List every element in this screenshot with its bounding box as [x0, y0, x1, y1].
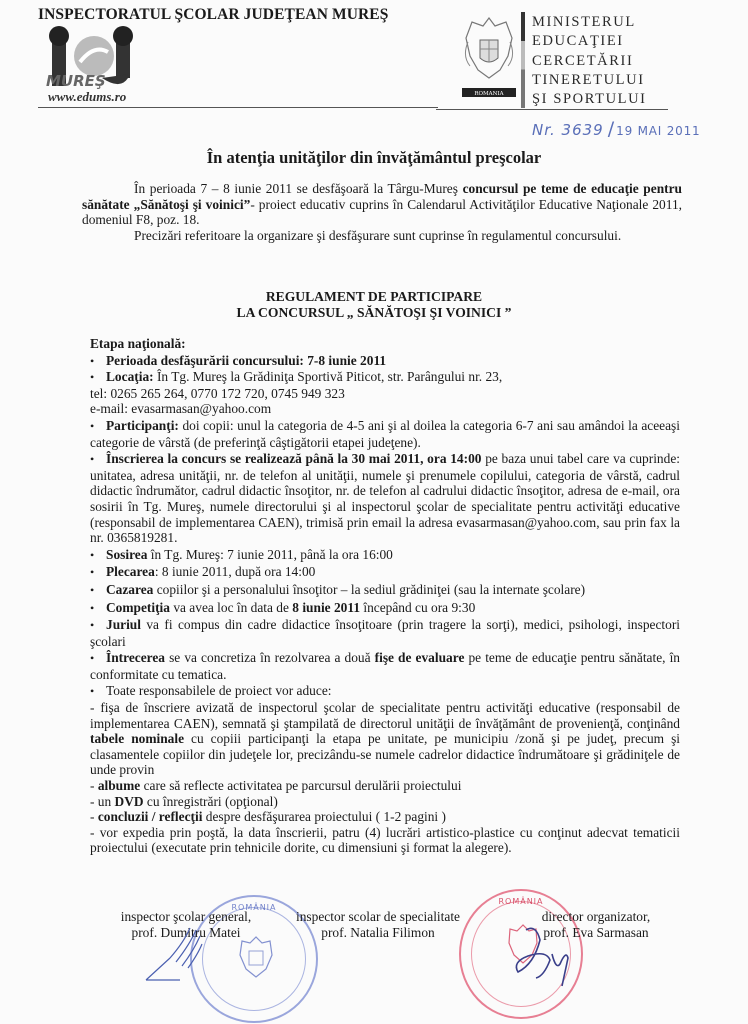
dash-prefix: - un — [90, 793, 115, 809]
inspectorate-header — [38, 6, 389, 24]
list-item-intrecerea — [90, 650, 680, 682]
ministry-line: TINERETULUI — [532, 71, 645, 88]
item-label: Competiţia — [106, 599, 170, 615]
registration-stamp: Nr. 3639 / 19 MAI 2011 — [532, 118, 701, 140]
list-item-locatia — [90, 369, 680, 386]
ministry-line: MINISTERUL — [532, 14, 636, 30]
item-text: - fişa de înscriere avizată de inspectorul şcolar de specialitate pentru activităţi educative (responsabil de implementarea CAEN), semnată şi ştampilată de directorul unităţii de învăţământ de provenienţă, conţinând — [90, 700, 680, 731]
item-text: pe teme de educaţie pentru sănătate, în conformitate cu tematica. — [90, 650, 681, 682]
stamp-crest-icon — [236, 933, 276, 985]
regulation-title-line: LA CONCURSUL „ SĂNĂTOŞI ŞI VOINICI ” — [236, 305, 512, 320]
item-text: copiilor şi a personalului însoţitor – la sediul grădiniţei (sau la internate şcolare) — [153, 581, 586, 597]
dash-item-albume — [90, 778, 680, 794]
signature-block-specialist — [288, 909, 468, 940]
item-text: se va concretiza în rezolvarea a două — [165, 650, 375, 666]
dash-item-expedia: - vor expedia prin poştă, la data înscrierii, patru (4) lucrări artistico-plastice cu conţinut adecvat tematicii proiectului (executate prin tehnicile dorite, cu dimensiuni şi format la alegere). — [90, 824, 680, 856]
item-label: Plecarea — [106, 564, 155, 580]
handwritten-signature-matei — [140, 922, 220, 984]
isj-mures-logo — [40, 24, 150, 92]
intro-text: - proiect educativ cuprins în Calendarul Activităţilor Educative Naţionale 2011, domeniul F8, poz. 18. — [82, 196, 682, 228]
stamp-text: ROMÂNIA — [498, 897, 544, 906]
bullet: • — [90, 618, 95, 633]
item-date: 8 iunie 2011 — [292, 599, 361, 615]
intro-paragraph — [82, 181, 682, 228]
signatory-name: prof. Eva Sarmasan — [543, 924, 649, 940]
item-text: despre desfăşurarea proiectului ( 1-2 pagini ) — [202, 809, 446, 825]
list-item-juriul — [90, 617, 680, 649]
logo-text: MUREŞ — [46, 72, 106, 90]
crest-label: ROMANIA — [474, 91, 504, 97]
dash-item-dvd — [90, 794, 680, 810]
item-emphasis: albume — [97, 778, 141, 794]
ministry-line: ŞI SPORTULUI — [532, 91, 647, 108]
item-label: Întrecerea — [106, 650, 165, 666]
item-label: Înscrierea la concurs se realizează până la 30 mai 2011, ora 14:00 — [106, 451, 482, 467]
regulation-title-line: REGULAMENT DE PARTICIPARE — [265, 289, 483, 304]
dash-item-concluzii — [90, 809, 680, 825]
bullet: • — [90, 651, 95, 666]
item-text: va fi compus din cadre didactice însoţitoare (prin tragere la sorţi), medici, psihologi, inspectori şcolari — [90, 617, 680, 649]
list-item-cazarea — [90, 582, 680, 599]
list-item-participanti — [90, 418, 680, 450]
list-item-competitia — [90, 600, 680, 617]
document-title: În atenţia unităţilor din învăţământul preşcolar — [206, 148, 542, 167]
dash-prefix: - — [90, 809, 98, 825]
stage-heading: Etapa naţională: — [90, 336, 186, 351]
item-label: Juriul — [106, 617, 141, 633]
item-label: Cazarea — [106, 581, 154, 597]
ministry-line: EDUCAŢIEI — [532, 33, 624, 50]
item-text: : 8 iunie 2011, după ora 14:00 — [154, 564, 316, 580]
regulation-body — [90, 336, 680, 856]
item-emphasis: fişe de evaluare — [374, 650, 465, 666]
bullet: • — [90, 565, 95, 580]
signatory-role: inspector scolar de specialitate — [296, 909, 460, 924]
dash-item-fisa — [90, 700, 680, 778]
signatory-name: prof. Natalia Filimon — [321, 924, 435, 940]
item-text: doi copii: unul la categoria de 4-5 ani şi al doilea la categoria 6-7 ani sau amândoi la aceeaşi categorie de vârstă (de preferinţă câştigătorii etapei judeţene). — [90, 417, 680, 450]
list-item-inscriere — [90, 451, 680, 546]
signatory-role: director organizator, — [541, 909, 651, 924]
item-text: va avea loc în data de — [169, 599, 293, 615]
signatory-role: inspector şcolar general, — [120, 909, 252, 924]
item-text: care să reflecte activitatea pe parcursul derulării proiectului — [140, 778, 462, 794]
stamp-text: ROMÂNIA — [231, 903, 277, 912]
list-item-toate — [90, 683, 680, 700]
bullet: • — [90, 684, 95, 699]
item-text: În Tg. Mureş la Grădiniţa Sportivă Piticot, str. Parângului nr. 23, — [153, 369, 503, 385]
dash-prefix: - — [90, 778, 98, 794]
item-label: Sosirea — [106, 546, 148, 562]
romania-coat-of-arms-icon — [458, 12, 520, 104]
item-emphasis: tabele nominale — [90, 731, 185, 747]
intro-note: Precizări referitoare la organizare şi desfăşurare sunt cuprinse în regulamentul concursului. — [134, 228, 622, 243]
list-item-sosirea — [90, 547, 680, 564]
bullet: • — [90, 418, 95, 433]
item-label: Participanţi: — [106, 417, 179, 433]
header-divider — [38, 107, 438, 108]
item-text: pe baza unui tabel care va cuprinde: unitatea, adresa unităţii, nr. de telefon al unităţii, numele şi prenumele copilului, categoria de vârstă, cadrul didactic îndrumător, cadrul didactic însoţitor, nr. de telefon al cadrului didactic însoţitor, adresa de e-mail, ora sosirii în Tg. Mureş, numele directorului şi al inspectorul şcolar de specialitate pentru activităţi educative (responsabil de implementarea CAEN), trimisă prin email la adresa evasarmasan@yahoo.com, sau prin fax la nr. 0365819281. — [90, 451, 680, 546]
item-text: Toate responsabilele de proiect vor aduce: — [106, 683, 332, 699]
phone-numbers: tel: 0265 265 264, 0770 172 720, 0745 949 323 — [90, 385, 345, 401]
registration-number: Nr. 3639 — [532, 121, 604, 139]
signatory-name: prof. Dumitru Matei — [131, 924, 241, 940]
list-item-perioada — [90, 353, 680, 370]
ministry-bar — [521, 12, 525, 108]
item-text: cu înregistrări (opţional) — [143, 793, 278, 809]
header-divider-right — [436, 109, 668, 110]
ministry-line: CERCETĂRII — [532, 52, 634, 69]
handwritten-signature-sarmasan — [506, 920, 586, 990]
intro-text: În perioada 7 – 8 iunie 2011 se desfăşoară la Târgu-Mureş — [134, 181, 463, 196]
email-address[interactable]: e-mail: evasarmasan@yahoo.com — [90, 401, 272, 417]
item-label: Locaţia: — [106, 369, 154, 385]
item-text: începând cu ora 9:30 — [360, 599, 476, 615]
bullet: • — [90, 582, 95, 597]
bullet: • — [90, 353, 95, 368]
website-link[interactable]: www.edums.ro — [48, 89, 127, 104]
list-item-plecarea — [90, 564, 680, 581]
item-emphasis: DVD — [114, 793, 144, 809]
bullet: • — [90, 370, 95, 385]
ministry-name — [532, 13, 647, 109]
regulation-title — [0, 289, 748, 321]
item-text: în Tg. Mureş: 7 iunie 2011, până la ora 16:00 — [147, 546, 393, 562]
registration-date: 19 MAI 2011 — [616, 124, 701, 138]
bullet: • — [90, 600, 95, 615]
item-emphasis: concluzii / reflecţii — [97, 809, 203, 825]
bullet: • — [90, 547, 95, 562]
intro-contest-name: concursul pe teme de educaţie pentru sănătate „Sănătoşi şi voinici” — [82, 181, 682, 212]
bullet: • — [90, 452, 95, 467]
item-text: cu copiii participanţi la etapa pe unitate, pe municipiu /zonă şi pe judeţ, precum şi clasamentele copiilor din judeţele lor, precizându-se numele cadrelor didactice îndrumătoare şi grădiniţele de unde provin — [90, 731, 681, 778]
institution-name: INSPECTORATUL ŞCOLAR JUDEŢEAN MUREŞ — [38, 6, 389, 23]
item-text: Perioada desfăşurării concursului: 7-8 iunie 2011 — [106, 352, 387, 368]
